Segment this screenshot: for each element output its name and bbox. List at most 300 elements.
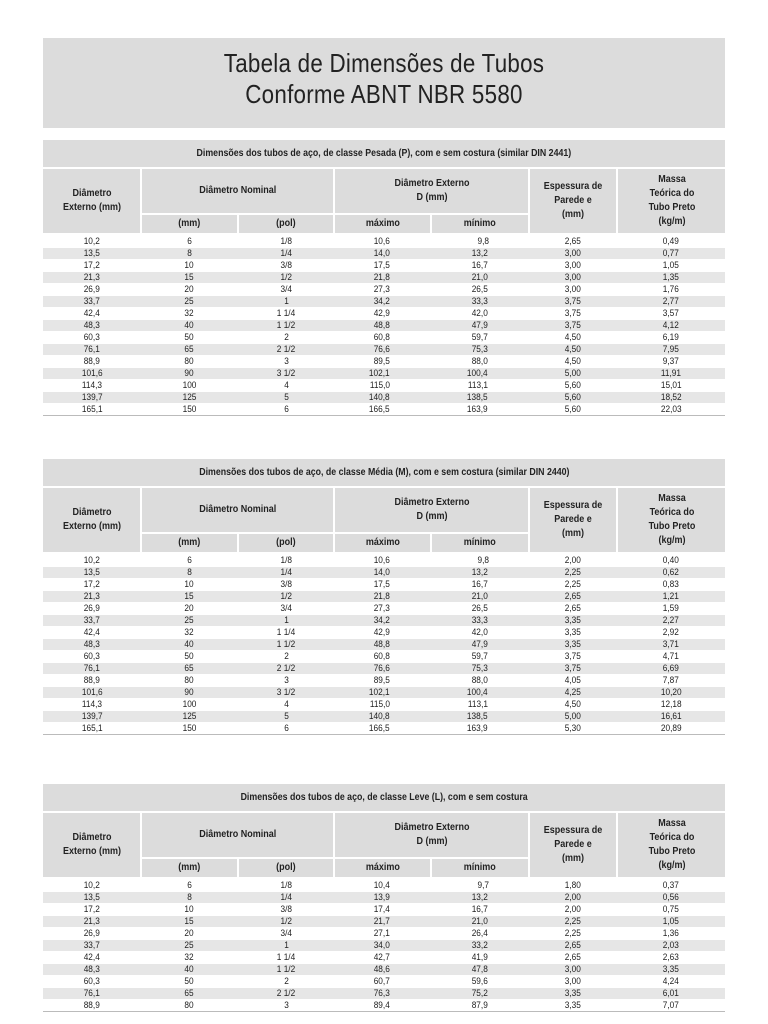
cell-nominal-pol: 2 1/2 bbox=[238, 663, 334, 675]
cell-minimo: 26,5 bbox=[431, 284, 529, 296]
cell-nominal-mm: 80 bbox=[141, 1000, 238, 1012]
table-bottom-rule bbox=[43, 734, 725, 735]
cell-maximo: 17,5 bbox=[334, 260, 431, 272]
cell-massa: 7,87 bbox=[617, 675, 725, 687]
cell-minimo: 9,8 bbox=[431, 235, 529, 248]
cell-nominal-mm: 90 bbox=[141, 368, 238, 380]
cell-espessura: 2,00 bbox=[529, 904, 617, 916]
cell-espessura: 2,65 bbox=[529, 591, 617, 603]
cell-massa: 10,20 bbox=[617, 687, 725, 699]
cell-nominal-pol: 3/4 bbox=[238, 603, 334, 615]
cell-espessura: 2,25 bbox=[529, 916, 617, 928]
table-row bbox=[43, 320, 725, 332]
table-row bbox=[43, 627, 725, 639]
cell-nominal-pol: 1/2 bbox=[238, 272, 334, 284]
cell-nominal-pol: 1/8 bbox=[238, 235, 334, 248]
cell-massa: 12,18 bbox=[617, 699, 725, 711]
cell-minimo: 26,4 bbox=[431, 928, 529, 940]
cell-minimo: 75,2 bbox=[431, 988, 529, 1000]
table-row bbox=[43, 284, 725, 296]
header-mm: (mm) bbox=[141, 214, 238, 235]
cell-maximo: 10,6 bbox=[334, 554, 431, 567]
cell-nominal-pol: 3/8 bbox=[238, 904, 334, 916]
cell-nominal-pol: 3 bbox=[238, 675, 334, 687]
table-caption-text: Dimensões dos tubos de aço, de classe Leve (L), com e sem costura bbox=[240, 792, 528, 803]
cell-maximo: 10,4 bbox=[334, 879, 431, 892]
cell-maximo: 27,1 bbox=[334, 928, 431, 940]
table-row bbox=[43, 308, 725, 320]
cell-nominal-mm: 15 bbox=[141, 272, 238, 284]
table-row bbox=[43, 567, 725, 579]
cell-minimo: 41,9 bbox=[431, 952, 529, 964]
cell-nominal-mm: 8 bbox=[141, 248, 238, 260]
header-massa: Massa Teórica do Tubo Preto (kg/m) bbox=[617, 169, 725, 235]
table-media bbox=[43, 459, 725, 735]
cell-massa: 1,35 bbox=[617, 272, 725, 284]
cell-minimo: 33,3 bbox=[431, 296, 529, 308]
cell-nominal-pol: 3/8 bbox=[238, 260, 334, 272]
cell-nominal-mm: 20 bbox=[141, 284, 238, 296]
cell-nominal-pol: 3/4 bbox=[238, 284, 334, 296]
cell-minimo: 42,0 bbox=[431, 627, 529, 639]
cell-espessura: 2,65 bbox=[529, 952, 617, 964]
header-diametro-externo-d: Diâmetro Externo D (mm) bbox=[334, 488, 529, 533]
table-caption bbox=[43, 784, 725, 811]
cell-minimo: 47,8 bbox=[431, 964, 529, 976]
cell-diametro-externo: 33,7 bbox=[43, 615, 141, 627]
cell-maximo: 21,8 bbox=[334, 272, 431, 284]
cell-massa: 18,52 bbox=[617, 392, 725, 404]
cell-maximo: 48,6 bbox=[334, 964, 431, 976]
cell-minimo: 47,9 bbox=[431, 639, 529, 651]
cell-massa: 2,27 bbox=[617, 615, 725, 627]
cell-massa: 1,05 bbox=[617, 260, 725, 272]
header-minimo: mínimo bbox=[431, 858, 529, 879]
cell-massa: 3,71 bbox=[617, 639, 725, 651]
cell-minimo: 13,2 bbox=[431, 248, 529, 260]
cell-nominal-pol: 6 bbox=[238, 723, 334, 735]
cell-nominal-pol: 1/4 bbox=[238, 248, 334, 260]
cell-nominal-mm: 125 bbox=[141, 711, 238, 723]
cell-nominal-mm: 150 bbox=[141, 404, 238, 416]
cell-nominal-mm: 40 bbox=[141, 964, 238, 976]
cell-minimo: 163,9 bbox=[431, 404, 529, 416]
cell-nominal-pol: 5 bbox=[238, 711, 334, 723]
table-row bbox=[43, 879, 725, 892]
cell-massa: 20,89 bbox=[617, 723, 725, 735]
cell-nominal-pol: 3 bbox=[238, 1000, 334, 1012]
cell-diametro-externo: 26,9 bbox=[43, 603, 141, 615]
cell-diametro-externo: 17,2 bbox=[43, 904, 141, 916]
cell-maximo: 166,5 bbox=[334, 404, 431, 416]
cell-massa: 4,12 bbox=[617, 320, 725, 332]
table-row bbox=[43, 663, 725, 675]
cell-nominal-mm: 32 bbox=[141, 627, 238, 639]
cell-minimo: 13,2 bbox=[431, 567, 529, 579]
table-row bbox=[43, 579, 725, 591]
cell-maximo: 76,3 bbox=[334, 988, 431, 1000]
cell-massa: 2,03 bbox=[617, 940, 725, 952]
cell-massa: 7,95 bbox=[617, 344, 725, 356]
cell-diametro-externo: 101,6 bbox=[43, 687, 141, 699]
table-row bbox=[43, 976, 725, 988]
header-pol: (pol) bbox=[238, 858, 334, 879]
cell-diametro-externo: 13,5 bbox=[43, 567, 141, 579]
cell-espessura: 5,60 bbox=[529, 380, 617, 392]
cell-diametro-externo: 33,7 bbox=[43, 296, 141, 308]
cell-espessura: 3,75 bbox=[529, 308, 617, 320]
cell-massa: 15,01 bbox=[617, 380, 725, 392]
cell-diametro-externo: 10,2 bbox=[43, 235, 141, 248]
cell-diametro-externo: 13,5 bbox=[43, 892, 141, 904]
cell-massa: 3,57 bbox=[617, 308, 725, 320]
cell-massa: 4,24 bbox=[617, 976, 725, 988]
cell-espessura: 3,35 bbox=[529, 1000, 617, 1012]
cell-nominal-pol: 1/2 bbox=[238, 916, 334, 928]
cell-minimo: 88,0 bbox=[431, 675, 529, 687]
table-bottom-rule bbox=[43, 1011, 725, 1012]
cell-nominal-mm: 6 bbox=[141, 235, 238, 248]
cell-maximo: 89,5 bbox=[334, 356, 431, 368]
cell-espessura: 3,00 bbox=[529, 248, 617, 260]
cell-nominal-pol: 4 bbox=[238, 380, 334, 392]
cell-maximo: 166,5 bbox=[334, 723, 431, 735]
header-diametro-externo: Diâmetro Externo (mm) bbox=[43, 813, 141, 879]
cell-diametro-externo: 139,7 bbox=[43, 392, 141, 404]
cell-espessura: 4,50 bbox=[529, 332, 617, 344]
cell-maximo: 42,7 bbox=[334, 952, 431, 964]
cell-diametro-externo: 76,1 bbox=[43, 663, 141, 675]
table-row bbox=[43, 344, 725, 356]
cell-diametro-externo: 13,5 bbox=[43, 248, 141, 260]
cell-diametro-externo: 139,7 bbox=[43, 711, 141, 723]
dimension-table bbox=[43, 813, 725, 1011]
cell-nominal-pol: 1 1/2 bbox=[238, 964, 334, 976]
cell-diametro-externo: 76,1 bbox=[43, 344, 141, 356]
cell-diametro-externo: 10,2 bbox=[43, 879, 141, 892]
cell-minimo: 59,7 bbox=[431, 332, 529, 344]
cell-maximo: 76,6 bbox=[334, 344, 431, 356]
cell-nominal-pol: 1 1/4 bbox=[238, 952, 334, 964]
cell-minimo: 113,1 bbox=[431, 380, 529, 392]
cell-diametro-externo: 88,9 bbox=[43, 356, 141, 368]
cell-maximo: 42,9 bbox=[334, 308, 431, 320]
cell-minimo: 16,7 bbox=[431, 904, 529, 916]
cell-nominal-pol: 3/4 bbox=[238, 928, 334, 940]
header-espessura: Espessura de Parede e (mm) bbox=[529, 488, 617, 554]
cell-nominal-pol: 1 bbox=[238, 296, 334, 308]
table-row bbox=[43, 892, 725, 904]
table-row bbox=[43, 296, 725, 308]
cell-nominal-pol: 1 bbox=[238, 940, 334, 952]
cell-maximo: 60,8 bbox=[334, 332, 431, 344]
cell-nominal-mm: 100 bbox=[141, 380, 238, 392]
header-pol: (pol) bbox=[238, 533, 334, 554]
cell-diametro-externo: 10,2 bbox=[43, 554, 141, 567]
table-row bbox=[43, 404, 725, 416]
cell-minimo: 59,6 bbox=[431, 976, 529, 988]
table-row bbox=[43, 687, 725, 699]
cell-minimo: 33,3 bbox=[431, 615, 529, 627]
cell-minimo: 100,4 bbox=[431, 687, 529, 699]
cell-nominal-mm: 80 bbox=[141, 675, 238, 687]
cell-espessura: 3,75 bbox=[529, 663, 617, 675]
cell-maximo: 21,7 bbox=[334, 916, 431, 928]
cell-nominal-pol: 6 bbox=[238, 404, 334, 416]
cell-diametro-externo: 165,1 bbox=[43, 723, 141, 735]
cell-massa: 6,01 bbox=[617, 988, 725, 1000]
cell-nominal-mm: 20 bbox=[141, 603, 238, 615]
cell-maximo: 17,5 bbox=[334, 579, 431, 591]
cell-minimo: 21,0 bbox=[431, 272, 529, 284]
header-diametro-externo-d: Diâmetro Externo D (mm) bbox=[334, 169, 529, 214]
cell-espessura: 3,75 bbox=[529, 320, 617, 332]
cell-maximo: 42,9 bbox=[334, 627, 431, 639]
cell-nominal-pol: 1 bbox=[238, 615, 334, 627]
cell-nominal-pol: 2 1/2 bbox=[238, 988, 334, 1000]
cell-massa: 6,69 bbox=[617, 663, 725, 675]
cell-minimo: 138,5 bbox=[431, 392, 529, 404]
cell-massa: 2,77 bbox=[617, 296, 725, 308]
cell-maximo: 102,1 bbox=[334, 687, 431, 699]
cell-nominal-mm: 6 bbox=[141, 879, 238, 892]
cell-maximo: 34,2 bbox=[334, 615, 431, 627]
header-mm: (mm) bbox=[141, 858, 238, 879]
cell-maximo: 102,1 bbox=[334, 368, 431, 380]
dimension-table bbox=[43, 169, 725, 415]
cell-diametro-externo: 26,9 bbox=[43, 284, 141, 296]
header-maximo: máximo bbox=[334, 214, 431, 235]
table-row bbox=[43, 916, 725, 928]
cell-diametro-externo: 88,9 bbox=[43, 675, 141, 687]
cell-nominal-mm: 50 bbox=[141, 976, 238, 988]
cell-maximo: 27,3 bbox=[334, 284, 431, 296]
cell-massa: 2,92 bbox=[617, 627, 725, 639]
cell-massa: 1,05 bbox=[617, 916, 725, 928]
table-row bbox=[43, 651, 725, 663]
cell-espessura: 3,35 bbox=[529, 639, 617, 651]
cell-massa: 4,71 bbox=[617, 651, 725, 663]
page-title-line-2: Conforme ABNT NBR 5580 bbox=[245, 79, 523, 109]
cell-maximo: 10,6 bbox=[334, 235, 431, 248]
cell-nominal-mm: 25 bbox=[141, 940, 238, 952]
cell-nominal-mm: 8 bbox=[141, 567, 238, 579]
cell-nominal-pol: 1/2 bbox=[238, 591, 334, 603]
cell-espessura: 2,25 bbox=[529, 928, 617, 940]
cell-espessura: 2,65 bbox=[529, 940, 617, 952]
cell-espessura: 3,35 bbox=[529, 988, 617, 1000]
cell-espessura: 4,05 bbox=[529, 675, 617, 687]
cell-nominal-mm: 32 bbox=[141, 952, 238, 964]
cell-nominal-mm: 8 bbox=[141, 892, 238, 904]
cell-nominal-mm: 40 bbox=[141, 320, 238, 332]
table-row bbox=[43, 940, 725, 952]
cell-nominal-pol: 3 1/2 bbox=[238, 687, 334, 699]
cell-nominal-pol: 1 1/2 bbox=[238, 320, 334, 332]
table-row bbox=[43, 675, 725, 687]
cell-minimo: 75,3 bbox=[431, 344, 529, 356]
cell-nominal-mm: 15 bbox=[141, 916, 238, 928]
cell-espessura: 3,35 bbox=[529, 615, 617, 627]
cell-espessura: 4,25 bbox=[529, 687, 617, 699]
header-mm: (mm) bbox=[141, 533, 238, 554]
table-leve bbox=[43, 784, 725, 1012]
cell-massa: 0,40 bbox=[617, 554, 725, 567]
cell-massa: 1,21 bbox=[617, 591, 725, 603]
cell-minimo: 9,7 bbox=[431, 879, 529, 892]
cell-diametro-externo: 42,4 bbox=[43, 952, 141, 964]
table-caption-text: Dimensões dos tubos de aço, de classe Média (M), com e sem costura (similar DIN 2440) bbox=[198, 467, 570, 478]
table-caption-text: Dimensões dos tubos de aço, de classe Pesada (P), com e sem costura (similar DIN 2441) bbox=[196, 148, 572, 159]
cell-nominal-pol: 1/8 bbox=[238, 554, 334, 567]
cell-maximo: 13,9 bbox=[334, 892, 431, 904]
cell-maximo: 48,8 bbox=[334, 320, 431, 332]
cell-nominal-mm: 6 bbox=[141, 554, 238, 567]
cell-diametro-externo: 48,3 bbox=[43, 639, 141, 651]
cell-nominal-pol: 1 1/4 bbox=[238, 308, 334, 320]
cell-massa: 0,37 bbox=[617, 879, 725, 892]
header-diametro-nominal: Diâmetro Nominal bbox=[141, 169, 334, 214]
cell-nominal-pol: 2 bbox=[238, 976, 334, 988]
header-minimo: mínimo bbox=[431, 533, 529, 554]
cell-massa: 3,35 bbox=[617, 964, 725, 976]
cell-espessura: 5,00 bbox=[529, 711, 617, 723]
header-diametro-externo-d: Diâmetro Externo D (mm) bbox=[334, 813, 529, 858]
cell-nominal-mm: 10 bbox=[141, 579, 238, 591]
cell-massa: 1,36 bbox=[617, 928, 725, 940]
table-row bbox=[43, 248, 725, 260]
cell-nominal-pol: 2 bbox=[238, 651, 334, 663]
table-row bbox=[43, 988, 725, 1000]
cell-diametro-externo: 60,3 bbox=[43, 976, 141, 988]
cell-nominal-mm: 65 bbox=[141, 988, 238, 1000]
cell-diametro-externo: 48,3 bbox=[43, 964, 141, 976]
cell-espessura: 3,00 bbox=[529, 260, 617, 272]
header-minimo: mínimo bbox=[431, 214, 529, 235]
header-maximo: máximo bbox=[334, 858, 431, 879]
cell-minimo: 21,0 bbox=[431, 591, 529, 603]
cell-nominal-mm: 15 bbox=[141, 591, 238, 603]
cell-minimo: 113,1 bbox=[431, 699, 529, 711]
cell-massa: 0,83 bbox=[617, 579, 725, 591]
cell-maximo: 34,0 bbox=[334, 940, 431, 952]
cell-nominal-pol: 5 bbox=[238, 392, 334, 404]
cell-minimo: 75,3 bbox=[431, 663, 529, 675]
table-row bbox=[43, 260, 725, 272]
table-row bbox=[43, 356, 725, 368]
cell-diametro-externo: 101,6 bbox=[43, 368, 141, 380]
cell-nominal-mm: 32 bbox=[141, 308, 238, 320]
cell-espessura: 4,50 bbox=[529, 356, 617, 368]
cell-nominal-mm: 50 bbox=[141, 651, 238, 663]
cell-massa: 7,07 bbox=[617, 1000, 725, 1012]
cell-espessura: 2,65 bbox=[529, 603, 617, 615]
cell-espessura: 2,65 bbox=[529, 235, 617, 248]
cell-espessura: 5,60 bbox=[529, 392, 617, 404]
cell-nominal-mm: 100 bbox=[141, 699, 238, 711]
cell-massa: 11,91 bbox=[617, 368, 725, 380]
cell-minimo: 21,0 bbox=[431, 916, 529, 928]
dimension-table bbox=[43, 488, 725, 734]
cell-maximo: 48,8 bbox=[334, 639, 431, 651]
cell-maximo: 60,8 bbox=[334, 651, 431, 663]
cell-espessura: 4,50 bbox=[529, 344, 617, 356]
cell-nominal-mm: 40 bbox=[141, 639, 238, 651]
table-row bbox=[43, 1000, 725, 1012]
cell-espessura: 3,75 bbox=[529, 296, 617, 308]
table-row bbox=[43, 332, 725, 344]
cell-maximo: 27,3 bbox=[334, 603, 431, 615]
header-diametro-externo: Diâmetro Externo (mm) bbox=[43, 169, 141, 235]
cell-maximo: 140,8 bbox=[334, 392, 431, 404]
table-bottom-rule bbox=[43, 415, 725, 416]
cell-massa: 6,19 bbox=[617, 332, 725, 344]
cell-maximo: 14,0 bbox=[334, 248, 431, 260]
cell-espessura: 5,60 bbox=[529, 404, 617, 416]
cell-espessura: 4,50 bbox=[529, 699, 617, 711]
cell-minimo: 16,7 bbox=[431, 579, 529, 591]
cell-diametro-externo: 17,2 bbox=[43, 579, 141, 591]
cell-diametro-externo: 42,4 bbox=[43, 308, 141, 320]
cell-diametro-externo: 114,3 bbox=[43, 699, 141, 711]
header-massa: Massa Teórica do Tubo Preto (kg/m) bbox=[617, 488, 725, 554]
cell-espessura: 3,00 bbox=[529, 964, 617, 976]
cell-minimo: 88,0 bbox=[431, 356, 529, 368]
cell-maximo: 76,6 bbox=[334, 663, 431, 675]
cell-massa: 0,49 bbox=[617, 235, 725, 248]
table-caption bbox=[43, 140, 725, 167]
cell-minimo: 59,7 bbox=[431, 651, 529, 663]
cell-massa: 16,61 bbox=[617, 711, 725, 723]
cell-diametro-externo: 42,4 bbox=[43, 627, 141, 639]
cell-nominal-mm: 50 bbox=[141, 332, 238, 344]
cell-nominal-pol: 2 1/2 bbox=[238, 344, 334, 356]
header-espessura: Espessura de Parede e (mm) bbox=[529, 813, 617, 879]
header-maximo: máximo bbox=[334, 533, 431, 554]
cell-diametro-externo: 21,3 bbox=[43, 591, 141, 603]
cell-espessura: 5,30 bbox=[529, 723, 617, 735]
header-massa: Massa Teórica do Tubo Preto (kg/m) bbox=[617, 813, 725, 879]
cell-diametro-externo: 21,3 bbox=[43, 916, 141, 928]
cell-diametro-externo: 165,1 bbox=[43, 404, 141, 416]
table-caption bbox=[43, 459, 725, 486]
table-row bbox=[43, 392, 725, 404]
cell-nominal-mm: 20 bbox=[141, 928, 238, 940]
cell-massa: 0,56 bbox=[617, 892, 725, 904]
cell-minimo: 42,0 bbox=[431, 308, 529, 320]
header-diametro-nominal: Diâmetro Nominal bbox=[141, 813, 334, 858]
cell-minimo: 9,8 bbox=[431, 554, 529, 567]
cell-nominal-pol: 2 bbox=[238, 332, 334, 344]
cell-espessura: 2,00 bbox=[529, 892, 617, 904]
cell-minimo: 87,9 bbox=[431, 1000, 529, 1012]
cell-diametro-externo: 60,3 bbox=[43, 651, 141, 663]
cell-minimo: 13,2 bbox=[431, 892, 529, 904]
cell-massa: 1,59 bbox=[617, 603, 725, 615]
table-row bbox=[43, 380, 725, 392]
header-espessura: Espessura de Parede e (mm) bbox=[529, 169, 617, 235]
header-diametro-nominal: Diâmetro Nominal bbox=[141, 488, 334, 533]
cell-maximo: 21,8 bbox=[334, 591, 431, 603]
cell-espessura: 3,75 bbox=[529, 651, 617, 663]
cell-nominal-mm: 25 bbox=[141, 615, 238, 627]
cell-espessura: 5,00 bbox=[529, 368, 617, 380]
cell-minimo: 16,7 bbox=[431, 260, 529, 272]
cell-espessura: 3,00 bbox=[529, 284, 617, 296]
page-title-line-1: Tabela de Dimensões de Tubos bbox=[223, 48, 545, 78]
cell-minimo: 138,5 bbox=[431, 711, 529, 723]
cell-nominal-mm: 150 bbox=[141, 723, 238, 735]
